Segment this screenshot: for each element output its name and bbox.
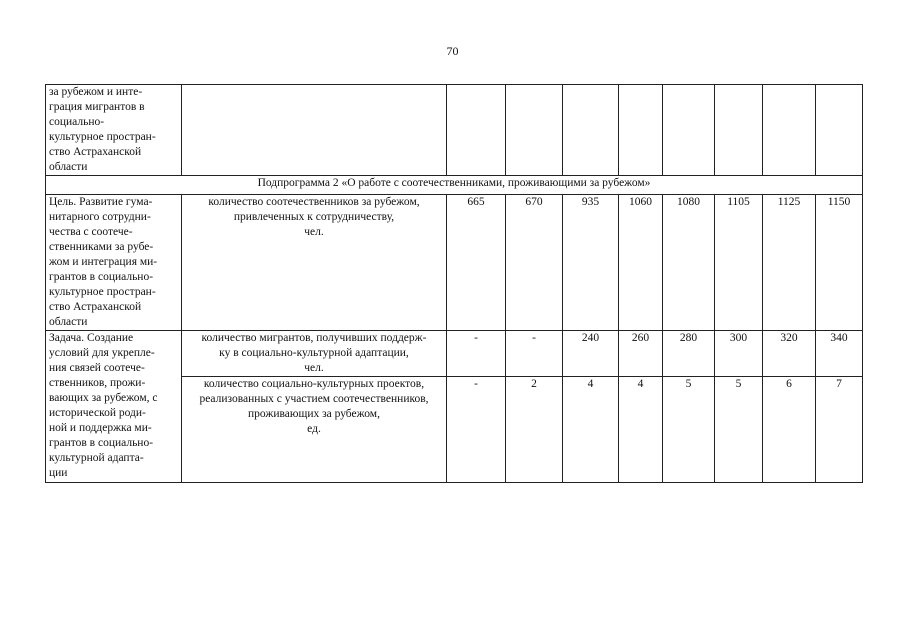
value-cell: 6: [763, 377, 816, 483]
task-cell: [46, 331, 182, 483]
value-cell: 1080: [663, 195, 715, 331]
value-cell: -: [506, 331, 563, 377]
value-cell: 2: [506, 377, 563, 483]
task-row: [46, 331, 863, 377]
empty-cell: [182, 85, 447, 176]
empty-cell: [619, 85, 663, 176]
goal-cell: [46, 195, 182, 331]
empty-cell: [563, 85, 619, 176]
page-number: 70: [446, 44, 459, 58]
value-cell: 1125: [763, 195, 816, 331]
task-text: Задача. Создание условий для укрепле- ния связей соотече- ственников, прожи- вающих за рубежом, с исторической роди- ной и поддержка ми- грантов в социально- культурной адапта- ции: [49, 332, 158, 479]
value-cell: 665: [447, 195, 506, 331]
value-cell: 1150: [816, 195, 863, 331]
value-cell: -: [447, 331, 506, 377]
value-cell: 1060: [619, 195, 663, 331]
value-cell: 340: [816, 331, 863, 377]
value-cell: 280: [663, 331, 715, 377]
empty-cell: [447, 85, 506, 176]
value-cell: 4: [563, 377, 619, 483]
value-cell: 5: [663, 377, 715, 483]
value-cell: 5: [715, 377, 763, 483]
subprogram-row: [46, 176, 863, 195]
goal-row: [46, 195, 863, 331]
goal-text: Цель. Развитие гума- нитарного сотрудни- чества с соотече- ственниками за рубе- жом и интеграция ми- грантов в социально- культурное простран- ство Астраханской области: [49, 196, 158, 328]
indicators-table: [45, 84, 863, 483]
value-cell: 260: [619, 331, 663, 377]
task-indicator-1: [182, 331, 447, 377]
value-cell: 4: [619, 377, 663, 483]
value-cell: 320: [763, 331, 816, 377]
value-cell: 1105: [715, 195, 763, 331]
value-cell: 7: [816, 377, 863, 483]
task-indicator-2-text: количество социально-культурных проектов, реализованных с участием соотечественников, проживающих за рубежом, ед.: [199, 378, 429, 435]
value-cell: 670: [506, 195, 563, 331]
task-indicator-1-text: количество мигрантов, получивших поддерж- ку в социально-культурной адаптации, чел.: [201, 332, 427, 374]
value-cell: -: [447, 377, 506, 483]
task-indicator-2: [182, 377, 447, 483]
goal-indicator: [182, 195, 447, 331]
empty-cell: [663, 85, 715, 176]
continuation-goal-cell: [46, 85, 182, 176]
value-cell: 935: [563, 195, 619, 331]
empty-cell: [715, 85, 763, 176]
value-cell: 300: [715, 331, 763, 377]
empty-cell: [763, 85, 816, 176]
continuation-goal-text: за рубежом и инте- грация мигрантов в социально- культурное простран- ство Астраханской области: [49, 86, 156, 173]
subprogram-title: Подпрограмма 2 «О работе с соотечественниками, проживающими за рубежом»: [46, 176, 863, 195]
continuation-row: [46, 85, 863, 176]
empty-cell: [816, 85, 863, 176]
value-cell: 240: [563, 331, 619, 377]
goal-indicator-text: количество соотечественников за рубежом, привлеченных к сотрудничеству, чел.: [208, 196, 420, 238]
empty-cell: [506, 85, 563, 176]
